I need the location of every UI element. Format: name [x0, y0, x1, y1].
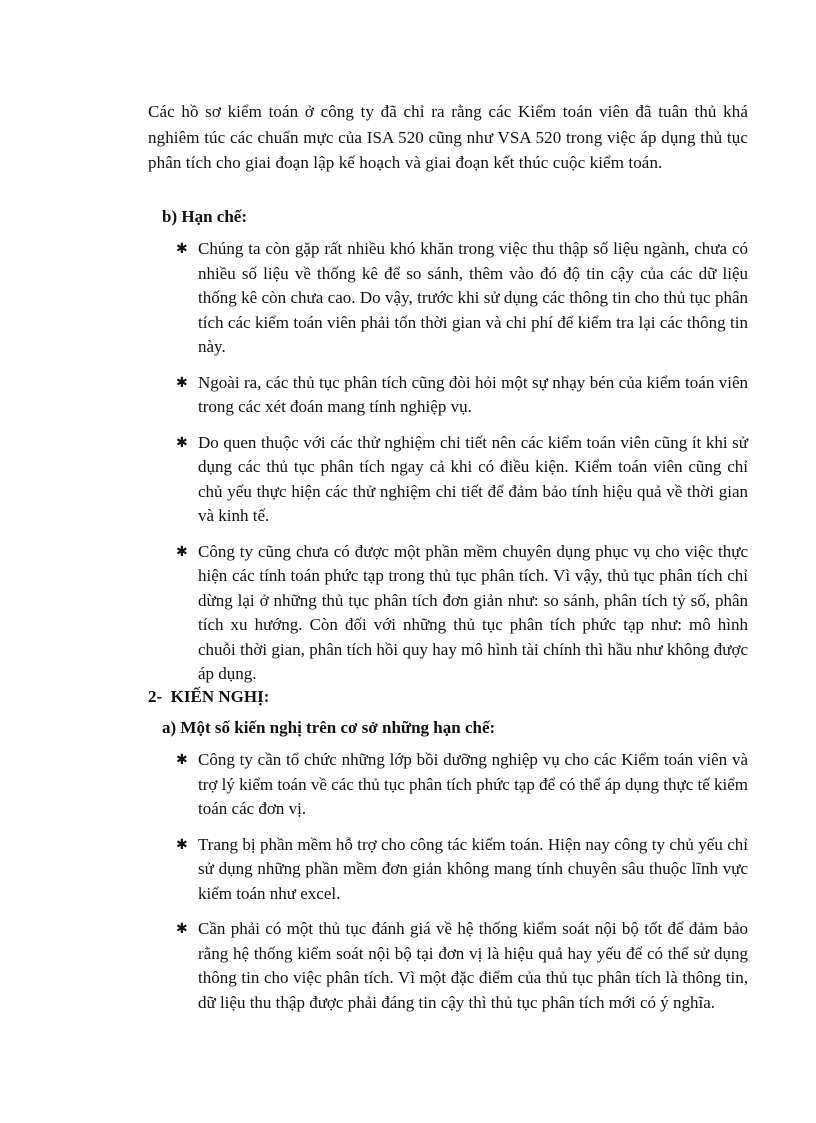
list-item-text: Do quen thuộc với các thử nghiệm chi tiết nên các kiểm toán viên cũng ít khi sử dụng các thủ tục phân tích ngay cả khi có điều kiện. Kiểm toán viên cũng chỉ chủ yếu thực hiện các thử nghiệm chi tiết để đảm bảo tính hiệu quả về thời gian và kinh tế.	[198, 432, 748, 525]
list-item-text: Cần phải có một thủ tục đánh giá về hệ thống kiểm soát nội bộ tốt để đảm bảo rằng hệ thống kiểm soát nội bộ tại đơn vị là hiệu quả hay yếu để có thể sử dụng thông tin cho việc phân tích. Vì một đặc điểm của thủ tục phân tích là thông tin, dữ liệu thu thập được phải đáng tin cậy thì thủ tục phân tích mới có ý nghĩa.	[198, 919, 748, 1012]
list-item	[176, 833, 748, 907]
list-item	[176, 371, 748, 420]
limitations-list	[176, 237, 748, 698]
asterisk-bullet-icon: ✱	[176, 374, 188, 391]
asterisk-bullet-icon: ✱	[176, 921, 188, 937]
asterisk-bullet-icon: ✱	[176, 543, 188, 560]
section-2a-subheading: a) Một số kiến nghị trên cơ sở những hạn chế:	[162, 718, 496, 737]
asterisk-bullet-icon: ✱	[176, 836, 188, 853]
asterisk-bullet-icon: ✱	[176, 434, 188, 451]
section-b-heading: b) Hạn chế:	[162, 207, 247, 226]
intro-paragraph: Các hồ sơ kiểm toán ở công ty đã chỉ ra rằng các Kiểm toán viên đã tuân thủ khá nghiêm túc các chuẩn mực của ISA 520 cũng như VSA 520 trong việc áp dụng thủ tục phân tích cho giai đoạn lập kế hoạch và giai đoạn kết thúc cuộc kiểm toán.	[148, 102, 748, 172]
list-item-text: Trang bị phần mềm hỗ trợ cho công tác kiểm toán. Hiện nay công ty chủ yếu chỉ sử dụng những phần mềm đơn giản không mang tính chuyên sâu thuộc lĩnh vực kiểm toán như excel.	[198, 834, 748, 903]
list-item	[176, 917, 748, 1015]
list-item-text: Ngoài ra, các thủ tục phân tích cũng đòi hỏi một sự nhạy bén của kiểm toán viên trong các xét đoán mang tính nghiệp vụ.	[198, 372, 748, 416]
section-2-heading: 2- KIẾN NGHỊ:	[148, 687, 270, 706]
recommendations-list	[176, 748, 748, 1026]
list-item	[176, 237, 748, 360]
list-item	[176, 748, 748, 822]
asterisk-bullet-icon: ✱	[176, 241, 188, 257]
list-item-text: Chúng ta còn gặp rất nhiều khó khăn trong việc thu thập số liệu ngành, chưa có nhiều số liệu về thống kê để so sánh, thêm vào đó độ tin cậy của các dữ liệu thống kê còn chưa cao. Do vậy, trước khi sử dụng các thông tin cho thủ tục phân tích các kiểm toán viên phải tốn thời gian và chi phí để kiểm tra lại các thông tin này.	[198, 239, 748, 356]
list-item	[176, 540, 748, 687]
list-item	[176, 431, 748, 529]
asterisk-bullet-icon: ✱	[176, 752, 188, 768]
list-item-text: Công ty cần tổ chức những lớp bồi dưỡng nghiệp vụ cho các Kiểm toán viên và trợ lý kiểm toán về các thủ tục phân tích phức tạp để có thể áp dụng thực tế kiểm toán các đơn vị.	[198, 750, 748, 818]
list-item-text: Công ty cũng chưa có được một phần mềm chuyên dụng phục vụ cho việc thực hiện các tính toán phức tạp trong thủ tục phân tích. Vì vậy, thủ tục phân tích chỉ dừng lại ở những thủ tục phân tích đơn giản như: so sánh, phân tích tỷ số, phân tích xu hướng. Còn đối với những thủ tục phân tích phức tạp như: mô hình chuỗi thời gian, phân tích hồi quy hay mô hình tài chính thì hầu như không được áp dụng.	[198, 541, 748, 683]
